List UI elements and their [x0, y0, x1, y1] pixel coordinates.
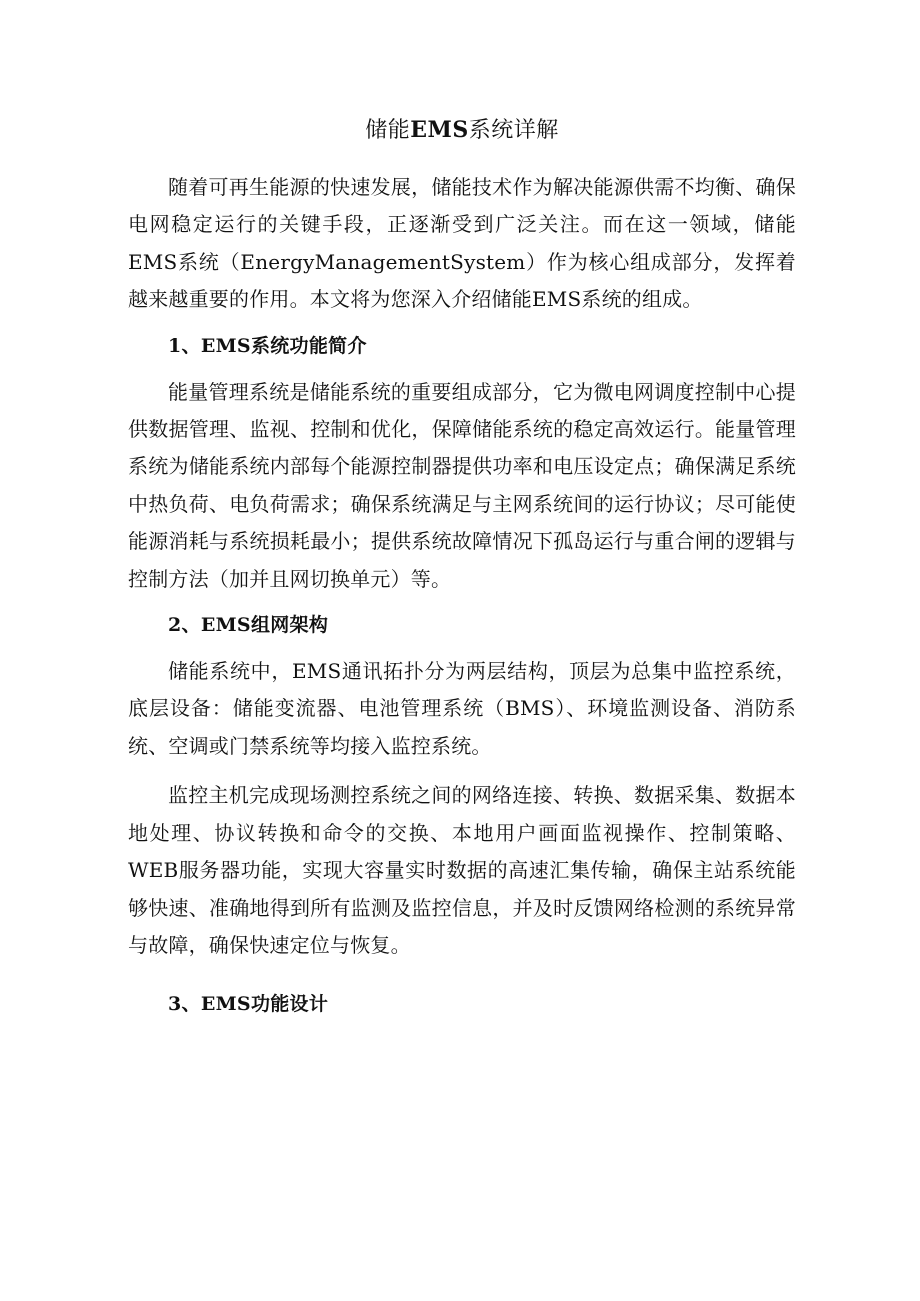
title-acronym: EMS — [410, 117, 469, 143]
spacer — [128, 964, 796, 986]
document-page — [128, 112, 796, 1023]
document-title — [128, 112, 796, 149]
spacer — [128, 644, 796, 653]
network-paragraph-1: 储能系统中，EMS通讯拓扑分为两层结构，顶层为总集中监控系统，底层设备：储能变流器、电池管理系统（BMS）、环境监测设备、消防系统、空调或门禁系统等均接入监控系统。 — [128, 659, 796, 758]
functions-paragraph: 能量管理系统是储能系统的重要组成部分，它为微电网调度控制中心提供数据管理、监视、控制和优化，保障储能系统的稳定高效运行。能量管理系统为储能系统内部每个能源控制器提供功率和电压设定点；确保满足系统中热负荷、电负荷需求；确保系统满足与主网系统间的运行协议；尽可能使能源消耗与系统损耗最小；提供系统故障情况下孤岛运行与重合闸的逻辑与控制方法（加并且网切换单元）等。 — [128, 379, 796, 591]
section-heading-design: 3、EMS功能设计 — [168, 993, 329, 1016]
title-prefix: 储能 — [365, 118, 411, 143]
title-suffix: 系统详解 — [468, 118, 559, 143]
spacer — [128, 365, 796, 374]
spacer — [128, 319, 796, 328]
spacer — [128, 765, 796, 777]
spacer — [128, 149, 796, 169]
section-heading-network: 2、EMS组网架构 — [168, 614, 329, 637]
spacer — [128, 598, 796, 607]
section-heading-functions: 1、EMS系统功能简介 — [168, 334, 367, 357]
network-paragraph-2: 监控主机完成现场测控系统之间的网络连接、转换、数据采集、数据本地处理、协议转换和命令的交换、本地用户画面监视操作、控制策略、WEB服务器功能，实现大容量实时数据的高速汇集传输，确保主站系统能够快速、准确地得到所有监测及监控信息，并及时反馈网络检测的系统异常与故障，确保快速定位与恢复。 — [128, 783, 796, 957]
intro-paragraph: 随着可再生能源的快速发展，储能技术作为解决能源供需不均衡、确保电网稳定运行的关键手段，正逐渐受到广泛关注。而在这一领域，储能EMS系统（EnergyManagementSystem）作为核心组成部分，发挥着越来越重要的作用。本文将为您深入介绍储能EMS系统的组成。 — [128, 175, 796, 312]
